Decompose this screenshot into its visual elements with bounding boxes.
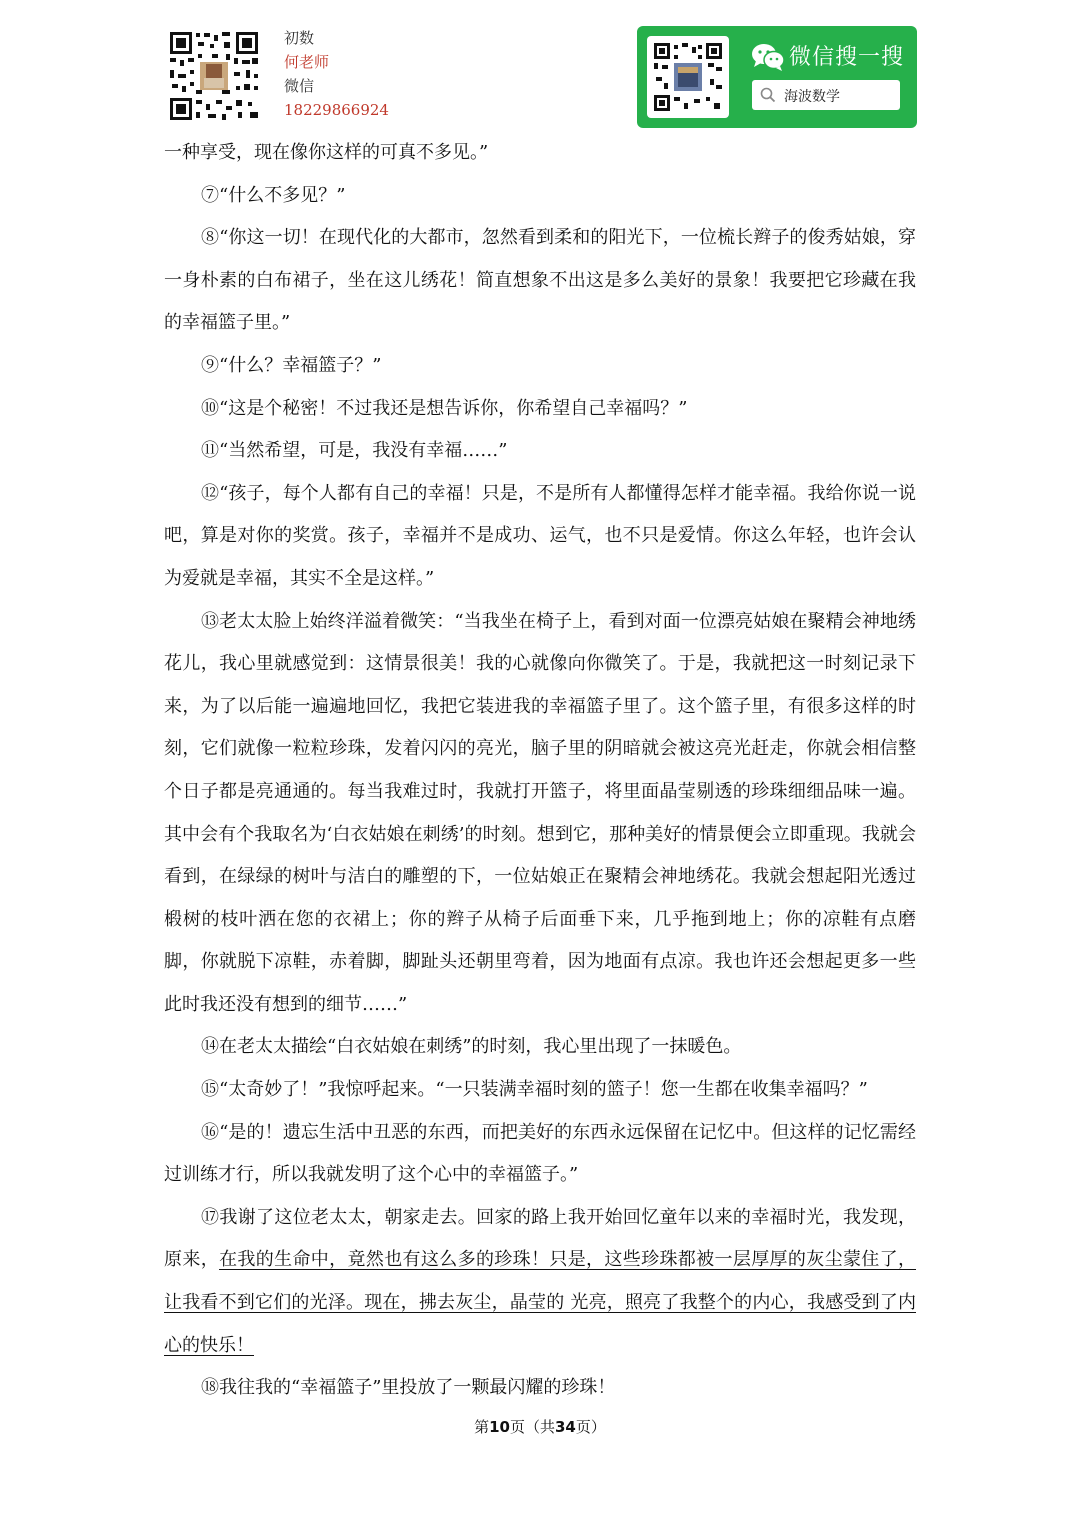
qr-code-right — [647, 36, 729, 118]
contact-subject: 初数 — [284, 29, 315, 47]
page-footer — [0, 1416, 1080, 1437]
paragraph-14: ⑭在老太太描绘“白衣姑娘在刺绣”的时刻，我心里出现了一抹暖色。 — [201, 1036, 742, 1058]
paragraph-11: ⑪“当然希望，可是，我没有幸福……” — [201, 440, 508, 462]
paragraph-12: ⑫“孩子，每个人都有自己的幸福！只是，不是所有人都懂得怎样才能幸福。我给你说一说吧，算是对你的奖赏。孩子，幸福并不是成功、运气，也不只是爱情。你这么年轻，也许会认为爱就是幸福，其实不全是这样。” — [164, 482, 916, 589]
wechat-search-title: 微信搜一搜 — [789, 45, 905, 70]
search-icon — [760, 87, 776, 107]
wechat-search-query: 海波数学 — [784, 89, 840, 105]
paragraph-13: ⑬老太太脸上始终洋溢着微笑：“当我坐在椅子上，看到对面一位漂亮姑娘在聚精会神地绣花儿，我心里就感觉到：这情景很美！我的心就像向你微笑了。于是，我就把这一时刻记录下来，为了以后能一遍遍地回忆，我把它装进我的幸福篮子里了。这个篮子里，有很多这样的时刻，它们就像一粒粒珍珠，发着闪闪的亮光，脑子里的阴暗就会被这亮光赶走，你就会相信整个日子都是亮通通的。每当我难过时，我就打开篮子，将里面晶莹剔透的珍珠细细品味一遍。其中会有个我取名为‘白衣姑娘在刺绣’的时刻。想到它，那种美好的情景便会立即重现。我就会看到，在绿绿的树叶与洁白的雕塑的下，一位姑娘正在聚精会神地绣花。我就会想起阳光透过椴树的枝叶洒在您的衣裙上；你的辫子从椅子后面垂下来，几乎拖到地上；你的凉鞋有点磨脚，你就脱下凉鞋，赤着脚，脚趾头还朝里弯着，因为地面有点凉。我也许还会想起更多一些此时我还没有想到的细节……” — [164, 610, 916, 1015]
contact-wechat-label: 微信 — [284, 77, 315, 95]
paragraph-9: ⑨“什么？幸福篮子？” — [201, 354, 382, 376]
footer-middle: 页（共 — [509, 1418, 555, 1436]
contact-name: 何老师 — [284, 53, 330, 71]
paragraph-continuation: 一种享受，现在像你这样的可真不多见。” — [164, 142, 489, 163]
paragraph-17-prefix: ⑰我谢了这位老太太，朝家走去。回家的路上我开始回忆童年以来的幸福时光，我发现，原来， — [164, 1206, 916, 1271]
underlined-passage: 在我的生命中，竟然也有这么多的珍珠！只是，这些珍珠都被一层厚厚的灰尘蒙住了，让我看不到它们的光泽。现在，拂去灰尘，晶莹的 光亮，照亮了我整个的内心，我感受到了内心的快乐！ — [164, 1249, 917, 1356]
footer-prefix: 第 — [474, 1418, 490, 1436]
paragraph-8: ⑧“你这一切！在现代化的大都市，忽然看到柔和的阳光下，一位梳长辫子的俊秀姑娘，穿一身朴素的白布裙子，坐在这儿绣花！简直想象不出这是多么美好的景象！我要把它珍藏在我的幸福篮子里。” — [164, 227, 916, 334]
wechat-logo-icon — [751, 42, 785, 76]
footer-suffix: 页） — [575, 1418, 606, 1436]
page-number: 10 — [489, 1418, 510, 1436]
paragraph-17 — [164, 1197, 916, 1367]
paragraph-18: ⑱我往我的“幸福篮子”里投放了一颗最闪耀的珍珠！ — [201, 1377, 616, 1399]
wechat-search-card — [637, 26, 917, 128]
paragraph-16: ⑯“是的！遗忘生活中丑恶的东西，而把美好的东西永远保留在记忆中。但这样的记忆需经过训练才行，所以我就发明了这个心中的幸福篮子。” — [164, 1121, 916, 1186]
paragraph-7: ⑦“什么不多见？” — [201, 184, 346, 206]
paragraph-10: ⑩“这是个秘密！不过我还是想告诉你，你希望自己幸福吗？” — [201, 397, 688, 419]
qr-code-left — [168, 30, 260, 122]
teacher-contact — [284, 26, 389, 122]
total-pages: 34 — [555, 1418, 576, 1436]
paragraph-15: ⑮“太奇妙了！”我惊呼起来。“一只装满幸福时刻的篮子！您一生都在收集幸福吗？” — [201, 1079, 868, 1101]
contact-phone: 18229866924 — [284, 101, 389, 119]
wechat-search-box[interactable] — [752, 80, 900, 110]
article-body — [164, 132, 916, 1410]
